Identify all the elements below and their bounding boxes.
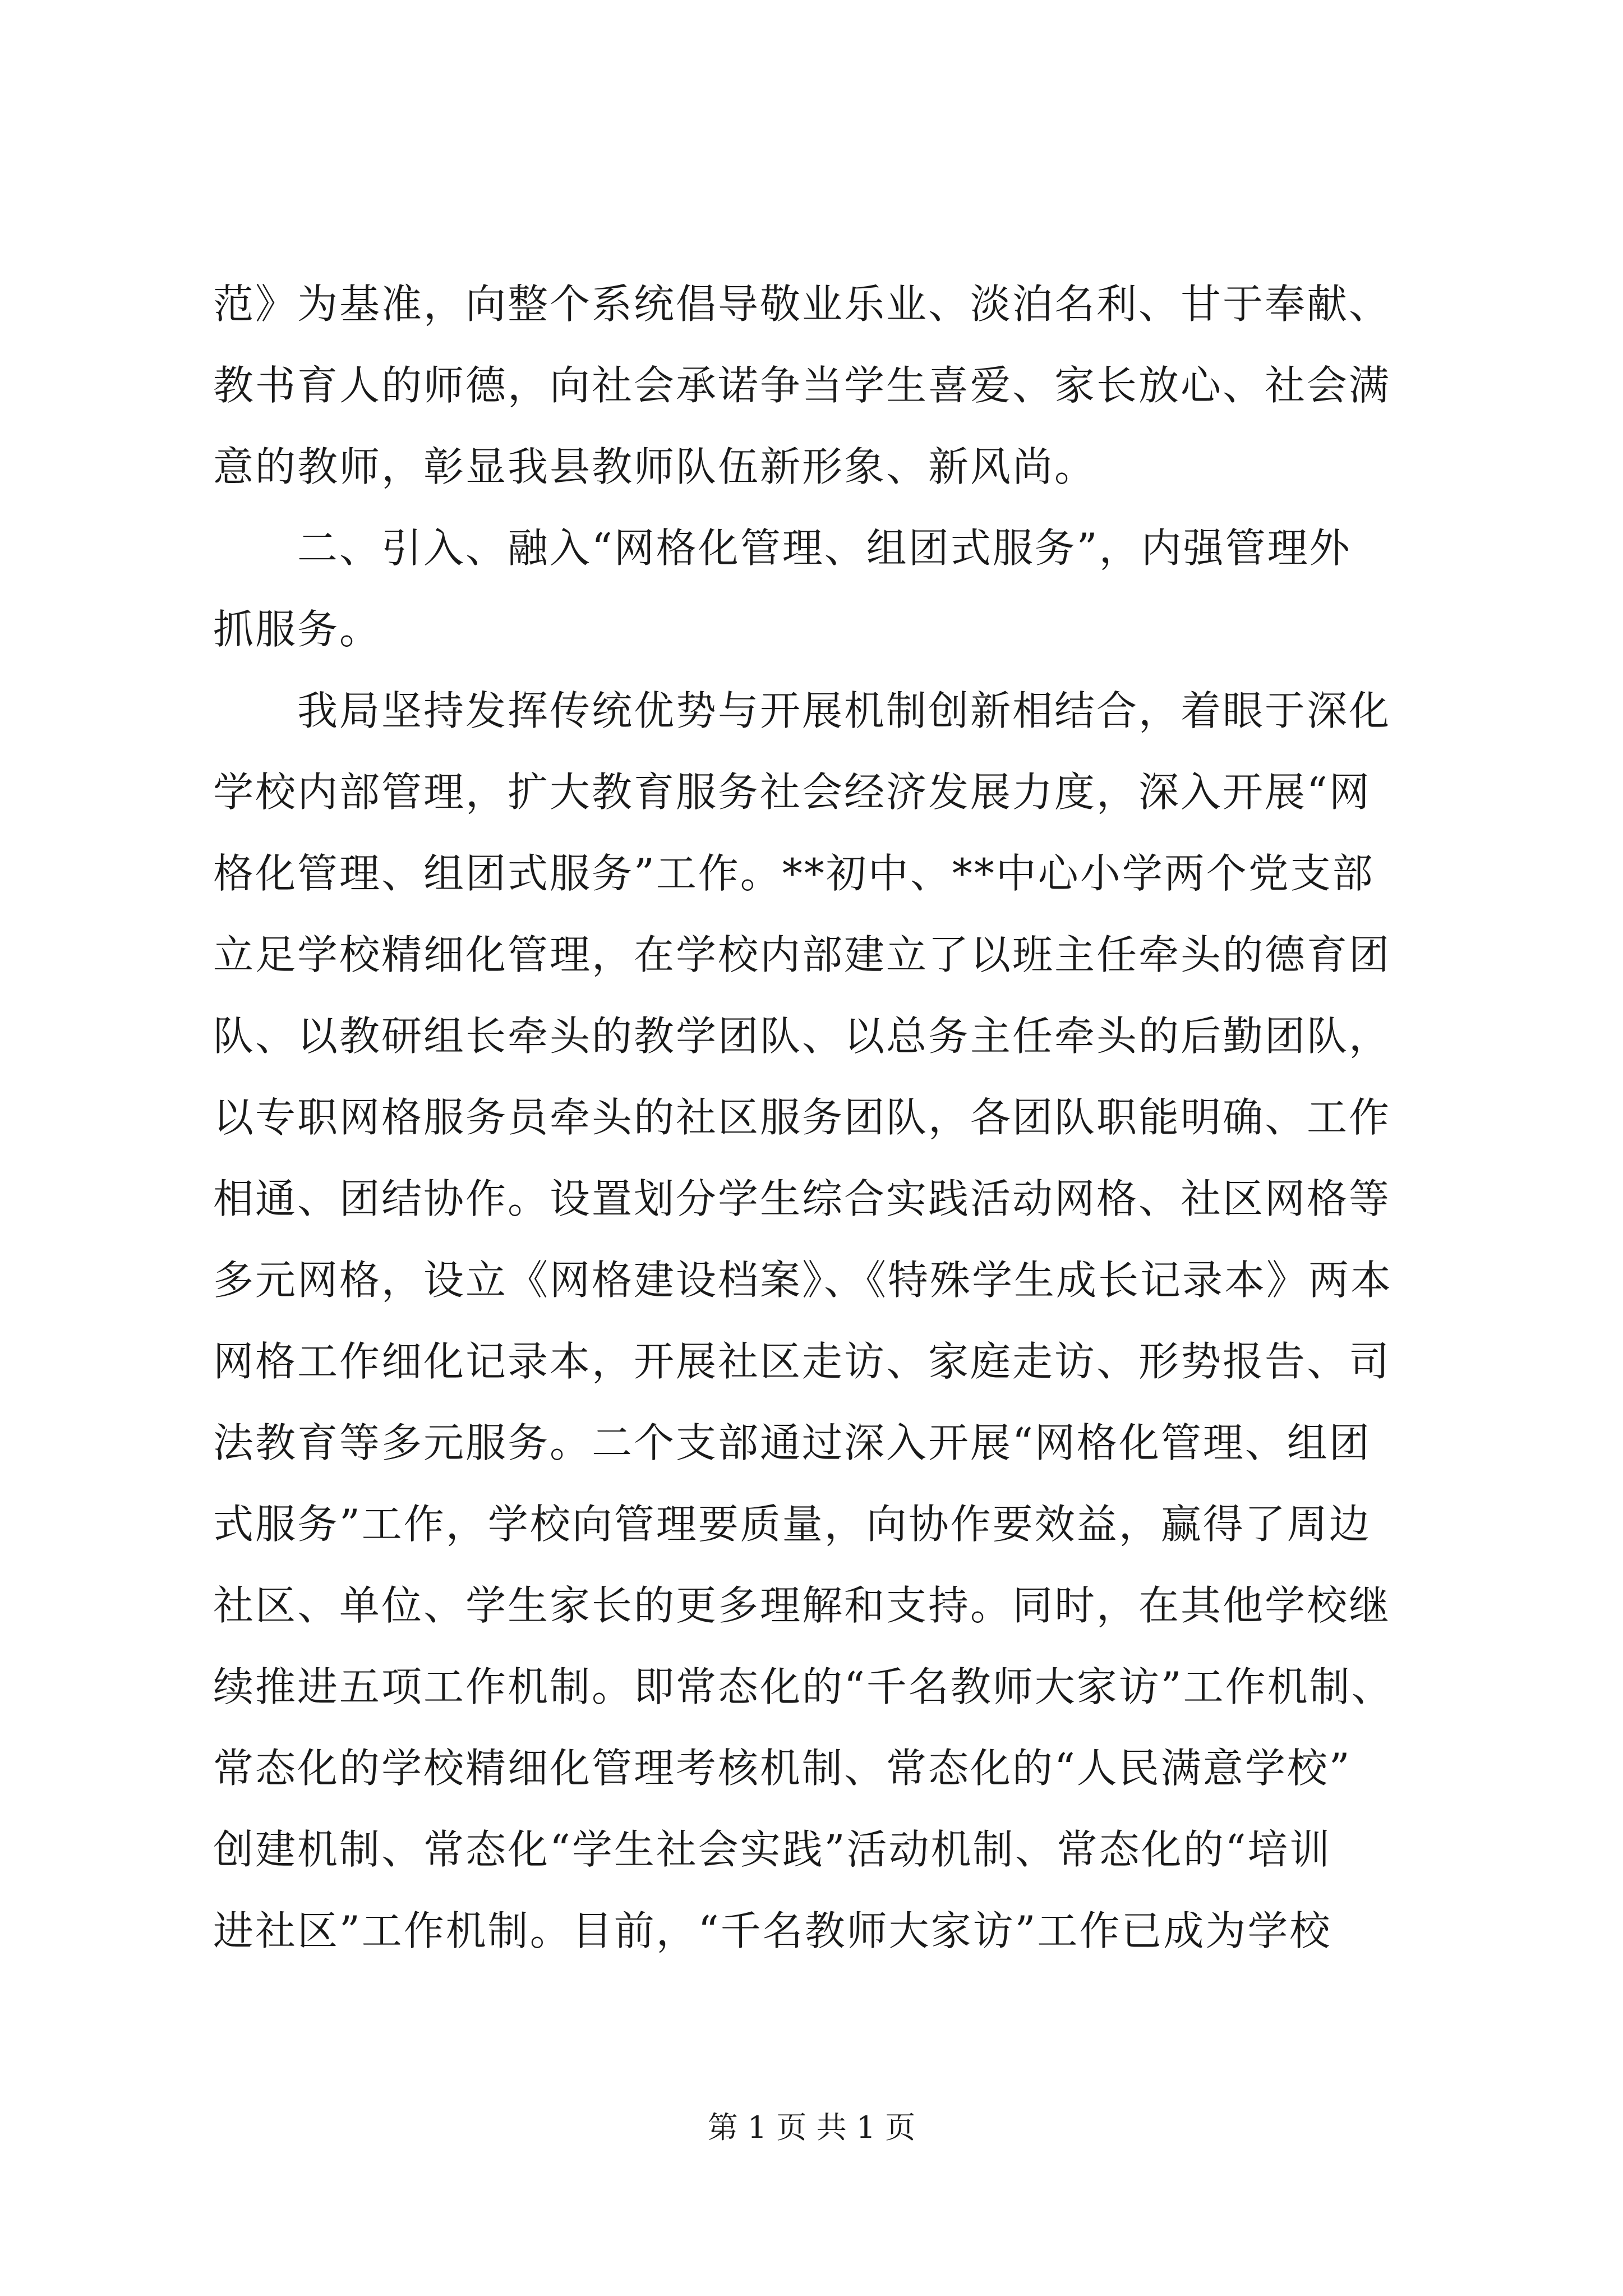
text-line: 队、以教研组长牵头的教学团队、以总务主任牵头的后勤团队，	[213, 1013, 1391, 1060]
text-line: 多元网格，设立《网格建设档案》、《特殊学生成长记录本》两本	[213, 1257, 1393, 1304]
text-line: 我局坚持发挥传统优势与开展机制创新相结合，着眼于深化	[213, 687, 1391, 734]
text-line: 社区、单位、学生家长的更多理解和支持。同时，在其他学校继	[213, 1582, 1391, 1629]
text-line: 法教育等多元服务。二个支部通过深入开展“网格化管理、组团	[213, 1419, 1371, 1466]
text-line: 创建机制、常态化“学生社会实践”活动机制、常态化的“培训	[213, 1826, 1332, 1873]
text-line: 相通、团结协作。设置划分学生综合实践活动网格、社区网格等	[213, 1175, 1391, 1222]
text-line: 进社区”工作机制。目前，“千名教师大家访”工作已成为学校	[213, 1907, 1332, 1954]
text-line: 格化管理、组团式服务”工作。**初中、**中心小学两个党支部	[213, 850, 1375, 897]
section-heading-line: 抓服务。	[213, 606, 382, 653]
text-line: 常态化的学校精细化管理考核机制、常态化的“人民满意学校”	[213, 1745, 1352, 1792]
text-line: 立足学校精细化管理，在学校内部建立了以班主任牵头的德育团	[213, 931, 1391, 978]
text-line: 意的教师，彰显我县教师队伍新形象、新风尚。	[213, 443, 1097, 490]
text-line: 以专职网格服务员牵头的社区服务团队，各团队职能明确、工作	[213, 1094, 1391, 1141]
document-body	[213, 264, 1419, 1972]
text-line: 学校内部管理，扩大教育服务社会经济发展力度，深入开展“网	[213, 769, 1371, 816]
text-line: 教书育人的师德，向社会承诺争当学生喜爱、家长放心、社会满	[213, 362, 1391, 409]
text-line: 式服务”工作，学校向管理要质量，向协作要效益，赢得了周边	[213, 1501, 1371, 1548]
text-line: 续推进五项工作机制。即常态化的“千名教师大家访”工作机制、	[213, 1663, 1394, 1710]
text-line: 网格工作细化记录本，开展社区走访、家庭走访、形势报告、司	[213, 1338, 1391, 1385]
text-line: 范》为基准，向整个系统倡导敬业乐业、淡泊名利、甘于奉献、	[213, 280, 1391, 328]
section-heading-line: 二、引入、融入“网格化管理、组团式服务”，内强管理外	[213, 524, 1352, 572]
page-number-footer: 第 1 页 共 1 页	[707, 2110, 916, 2145]
